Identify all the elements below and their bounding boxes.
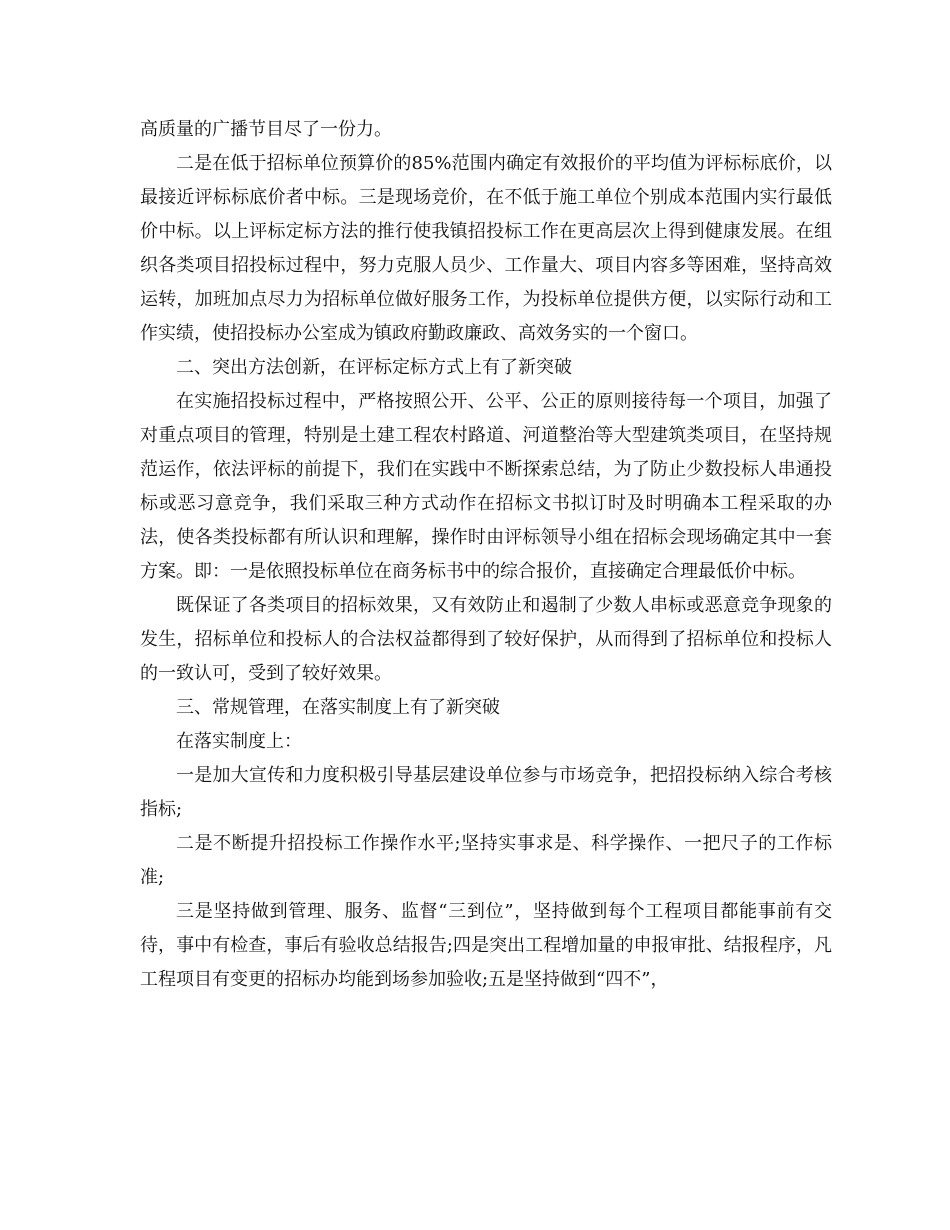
- list-item-three-in-place: 三是坚持做到管理、服务、监督“三到位”，坚持做到每个工程项目都能事前有交待，事中有检查，事后有验收总结报告;四是突出工程增加量的申报审批、结报程序，凡工程项目有变更的招标办均能到场参加验收;五是坚持做到“四不”，: [140, 901, 832, 990]
- list-item-publicity: 一是加大宣传和力度积极引导基层建设单位参与市场竞争，把招投标纳入综合考核指标;: [140, 765, 832, 820]
- paragraph-bid-evaluation-methods: 二是在低于招标单位预算价的85%范围内确定有效报价的平均值为评标标底价，以最接近评标标底价者中标。三是现场竞价，在不低于施工单位个别成本范围内实行最低价中标。以上评标定标方法的推行使我镇招投标工作在更高层次上得到健康发展。在组织各类项目招投标过程中，努力克服人员少、工作量大、项目内容多等困难，坚持高效运转，加班加点尽力为招标单位做好服务工作，为投标单位提供方便，以实际行动和工作实绩，使招投标办公室成为镇政府勤政廉政、高效务实的一个窗口。: [140, 153, 832, 344]
- section-heading-routine-management: 三、常规管理，在落实制度上有了新突破: [176, 697, 500, 718]
- paragraph-bidding-effect: 既保证了各类项目的招标效果，又有效防止和遏制了少数人串标或恶意竞争现象的发生，招标单位和投标人的合法权益都得到了较好保护，从而得到了招标单位和投标人的一致认可，受到了较好效果。: [140, 595, 832, 684]
- paragraph-system-implementation: 在落实制度上：: [176, 731, 302, 752]
- document-body: [140, 113, 832, 997]
- section-heading-method-innovation: 二、突出方法创新，在评标定标方式上有了新突破: [176, 357, 572, 378]
- paragraph-continuation: 高质量的广播节目尽了一份力。: [140, 119, 392, 140]
- list-item-operation-level: 二是不断提升招投标工作操作水平;坚持实事求是、科学操作、一把尺子的工作标准;: [140, 833, 832, 888]
- paragraph-bidding-process: 在实施招投标过程中，严格按照公开、公平、公正的原则接待每一个项目，加强了对重点项目的管理，特别是土建工程农村路道、河道整治等大型建筑类项目，在坚持规范运作，依法评标的前提下，我们在实践中不断探索总结，为了防止少数投标人串通投标或恶习意竞争，我们采取三种方式动作在招标文书拟订时及时明确本工程采取的办法，使各类投标都有所认识和理解，操作时由评标领导小组在招标会现场确定其中一套方案。即：一是依照投标单位在商务标书中的综合报价，直接确定合理最低价中标。: [140, 391, 832, 582]
